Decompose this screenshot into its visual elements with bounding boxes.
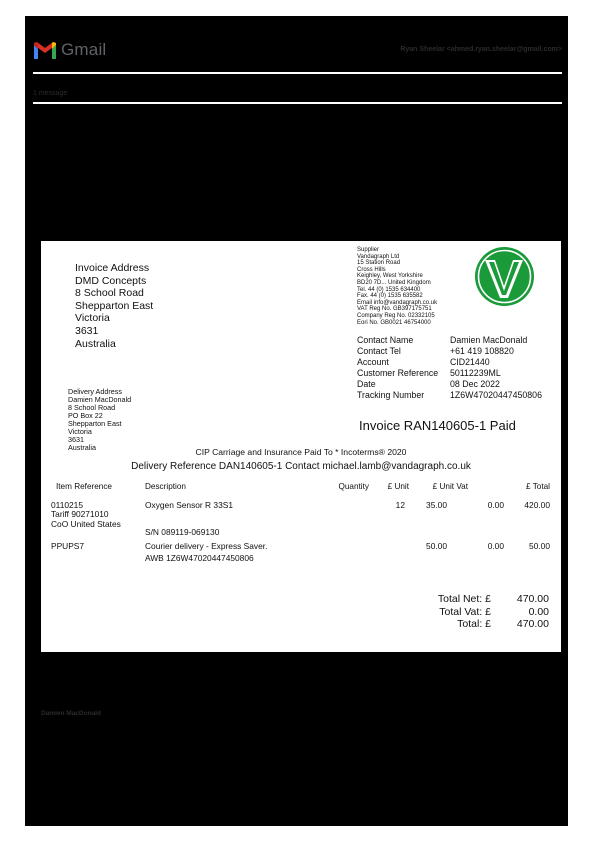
contact-label: Date xyxy=(357,378,376,389)
supplier-line: 15 Station Road xyxy=(357,260,401,267)
supplier-line: VAT Reg No. GB397175751 xyxy=(357,306,432,313)
contact-label: Contact Tel xyxy=(357,345,401,356)
gmail-wordmark: Gmail xyxy=(61,40,107,59)
total-value: 470.00 xyxy=(516,593,549,605)
item-reference-line: 0110215 xyxy=(51,500,83,510)
invoice-totals xyxy=(438,593,549,631)
contact-value: Damien MacDonald xyxy=(450,335,528,345)
column-header-item-reference: Item Reference xyxy=(56,482,112,491)
item-total: 420.00 xyxy=(524,500,550,510)
contact-row xyxy=(357,390,542,401)
delivery-address-line: Delivery Address xyxy=(68,387,122,396)
supplier-details xyxy=(357,247,437,326)
delivery-address-line: 8 School Road xyxy=(68,403,116,412)
column-header-total: £ Total xyxy=(526,482,550,491)
invoice-address-line: Victoria xyxy=(75,312,110,325)
contact-row xyxy=(357,368,542,379)
contact-row xyxy=(357,357,542,368)
supplier-line: Tel. 44 (0) 1535 634400 xyxy=(357,286,421,293)
supplier-line: Cross Hills xyxy=(357,266,386,273)
contact-value: 50112239ML xyxy=(450,367,501,378)
invoice-address xyxy=(75,262,153,350)
supplier-line: Company Reg No. 02332105 xyxy=(357,312,435,319)
contact-value: +61 419 108820 xyxy=(450,345,514,356)
contact-label: Tracking Number xyxy=(357,389,425,400)
thread-divider xyxy=(33,102,562,104)
item-total: 50.00 xyxy=(529,541,550,551)
account-email: Ryan Sheelar <ahmed.ryan.sheelar@gmail.com> xyxy=(400,46,562,53)
delivery-address-line: 3631 xyxy=(68,435,84,444)
invoice-document xyxy=(41,241,561,652)
pdf-page xyxy=(25,16,568,826)
contact-label: Customer Reference xyxy=(357,367,439,378)
invoice-address-line: 8 School Road xyxy=(75,287,144,300)
invoice-title: Invoice RAN140605-1 Paid xyxy=(359,418,516,433)
delivery-address-line: Victoria xyxy=(68,427,92,436)
invoice-address-line: Invoice Address xyxy=(75,262,150,274)
item-reference-line: CoO United States xyxy=(51,518,121,529)
column-header-unit-vat: £ Unit Vat xyxy=(432,482,468,491)
delivery-address-line: Shepparton East xyxy=(68,419,122,428)
total-row xyxy=(438,593,549,606)
column-header-description: Description xyxy=(145,482,186,491)
contact-row xyxy=(357,346,542,357)
item-unit-price: 35.00 xyxy=(426,500,447,510)
total-value: 470.00 xyxy=(516,618,549,630)
item-serial-number: S/N 089119-069130 xyxy=(145,527,220,537)
contact-row xyxy=(357,379,542,390)
delivery-address xyxy=(68,388,131,452)
total-row xyxy=(438,606,549,619)
contact-row xyxy=(357,335,542,346)
delivery-address-line: Australia xyxy=(68,443,96,452)
supplier-line: Keighley, West Yorkshire xyxy=(357,273,423,280)
item-reference-line: PPUPS7 xyxy=(51,541,85,551)
total-label: Total Vat: £ xyxy=(439,605,491,618)
supplier-line: Eori No. GB0021 46754000 xyxy=(357,319,431,326)
contact-label: Contact Name xyxy=(357,335,414,345)
message-sender: Damien MacDonald xyxy=(41,710,101,717)
contact-value: CID21440 xyxy=(450,356,490,367)
supplier-line: Email info@vandagraph.co.uk xyxy=(357,299,438,306)
item-unit-price: 50.00 xyxy=(426,541,447,551)
invoice-address-line: Shepparton East xyxy=(75,299,154,312)
contact-value: 08 Dec 2022 xyxy=(450,378,500,389)
supplier-line: Fax. 44 (0) 1535 635582 xyxy=(357,293,423,300)
gmail-logo-icon xyxy=(33,42,57,60)
item-awb-number: AWB 1Z6W47020447450806 xyxy=(145,553,254,563)
total-value: 0.00 xyxy=(528,605,549,618)
item-description: Courier delivery - Express Saver. xyxy=(145,541,268,551)
total-label: Total Net: £ xyxy=(437,593,491,605)
delivery-address-line: PO Box 22 xyxy=(68,411,103,420)
invoice-address-line: DMD Concepts xyxy=(75,274,147,287)
header-divider xyxy=(33,72,562,74)
table-row-item-reference xyxy=(51,501,121,529)
invoice-address-line: 3631 xyxy=(75,324,99,337)
contact-label: Account xyxy=(357,356,389,367)
supplier-line: Supplier xyxy=(357,247,380,253)
column-header-quantity: Quantity xyxy=(338,482,369,491)
incoterms-line: CIP Carriage and Insurance Paid To * Incoterms® 2020 xyxy=(195,447,407,457)
contact-value: 1Z6W47020447450806 xyxy=(450,389,542,400)
delivery-reference: Delivery Reference DAN140605-1 Contact michael.lamb@vandagraph.co.uk xyxy=(131,461,471,472)
item-unit-vat: 0.00 xyxy=(487,541,504,551)
delivery-address-line: Damien MacDonald xyxy=(68,395,132,404)
column-header-unit: £ Unit xyxy=(387,482,409,491)
item-description: Oxygen Sensor R 33S1 xyxy=(145,500,233,510)
item-unit-vat: 0.00 xyxy=(487,500,504,510)
item-reference-line: Tariff 90271010 xyxy=(51,509,109,520)
item-quantity: 12 xyxy=(395,500,405,510)
contact-details xyxy=(357,335,542,400)
table-row-item-reference xyxy=(51,542,84,551)
vandagraph-logo-icon xyxy=(474,246,535,307)
message-count: 1 message xyxy=(33,90,68,97)
supplier-line: BD20 7D... United Kingdom xyxy=(357,279,431,286)
total-label: Total: £ xyxy=(457,618,491,630)
total-row xyxy=(438,618,549,631)
invoice-address-line: Australia xyxy=(75,337,116,350)
supplier-line: Vandagraph Ltd xyxy=(357,253,400,260)
